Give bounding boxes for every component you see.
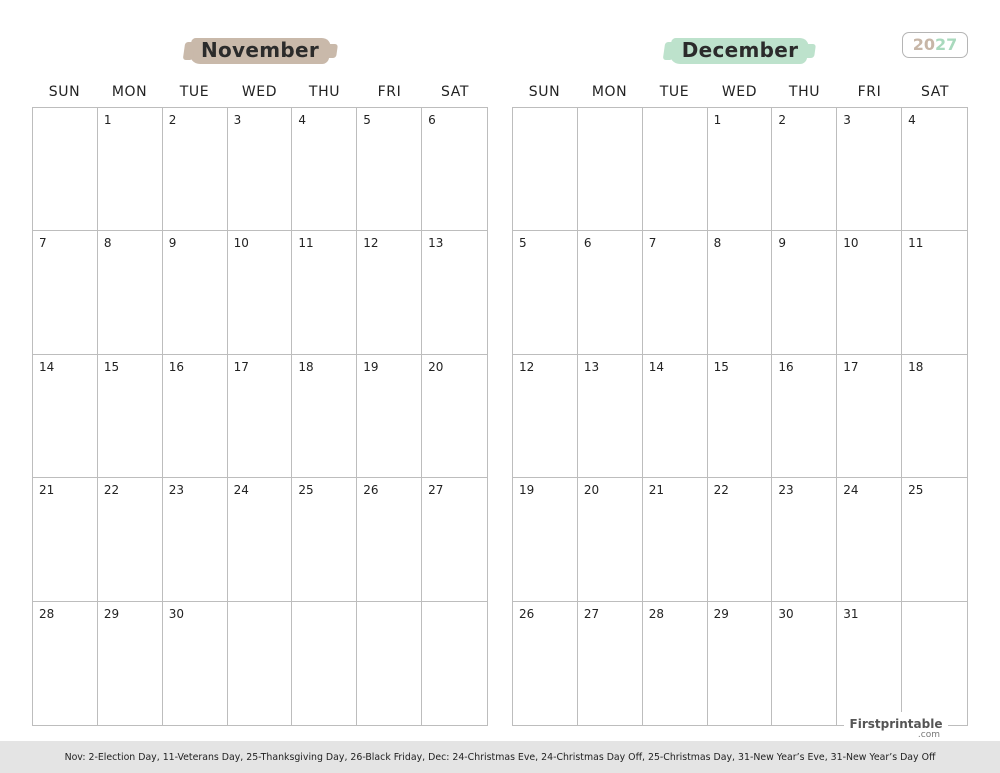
day-cell [98,602,163,725]
date-number: 14 [39,359,55,374]
day-cell [33,108,98,231]
date-number: 1 [713,113,722,127]
date-number: 8 [713,236,722,251]
date-number: 21 [39,483,55,498]
date-number: 23 [168,483,184,498]
day-cell [708,231,773,354]
date-number: 25 [908,483,924,498]
weekday-label: MON [591,84,628,100]
year-part: 20 [912,35,935,54]
date-number: 2 [168,113,177,127]
day-cell [422,108,487,231]
weekday-label: SAT [921,84,949,100]
day-cell [708,602,773,725]
day-cell [643,602,708,725]
day-cell [643,231,708,354]
day-cell [292,231,357,354]
date-number: 16 [778,359,794,374]
day-cell [292,108,357,231]
day-cell [513,602,578,725]
day-cell [228,602,293,725]
day-cell [98,231,163,354]
day-cell [643,355,708,478]
day-cell [228,108,293,231]
day-cell [422,602,487,725]
date-number: 13 [583,359,600,374]
date-number: 20 [583,483,600,498]
day-cell [98,108,163,231]
day-cell [837,602,902,725]
day-cell [228,355,293,478]
date-number: 18 [908,359,924,374]
date-number: 21 [648,483,664,498]
date-number: 8 [103,236,112,251]
date-number: 30 [778,606,794,621]
logo-domain: .com [917,730,940,740]
day-cell [357,602,422,725]
day-cell [643,478,708,601]
date-number: 19 [519,483,535,498]
day-cell [643,108,708,231]
weekday-label: SAT [441,84,469,100]
date-number: 13 [428,236,444,251]
day-cell [33,602,98,725]
day-cell [228,231,293,354]
day-cell [772,355,837,478]
date-number: 24 [233,483,249,498]
day-cell [357,355,422,478]
day-cell [33,355,98,478]
date-number: 17 [843,359,859,374]
day-cell [772,231,837,354]
date-number: 3 [233,113,242,127]
day-cell [837,108,902,231]
weekday-header [32,84,488,100]
date-number: 15 [103,359,120,374]
logo-wordmark: Firstprintable [849,717,943,731]
date-number: 26 [519,606,535,621]
day-cell [772,602,837,725]
day-cell [708,355,773,478]
date-number: 11 [908,236,924,251]
date-number: 9 [168,236,177,251]
day-cell [292,602,357,725]
day-cell [902,108,967,231]
day-cell [837,355,902,478]
day-cell [513,478,578,601]
day-cell [33,478,98,601]
date-number: 10 [843,236,859,251]
holiday-list: Nov: 2-Election Day, 11-Veterans Day, 25-Thanksgiving Day, 26-Black Friday, Dec: 24-Christmas Eve, 24-Christmas Day Off, 25-Christmas Day, 31-New Year’s Eve, 31-New Year’s Day Off [64,751,936,763]
date-number: 10 [233,236,249,251]
date-number: 2 [778,113,787,127]
weekday-label: FRI [377,84,402,100]
date-number: 17 [233,359,249,374]
date-number: 28 [648,606,664,621]
day-cell [578,478,643,601]
weekday-label: TUE [659,84,690,100]
date-number: 19 [363,359,379,374]
day-cell [708,478,773,601]
date-number: 29 [103,606,120,621]
date-number: 12 [363,236,379,251]
year-badge [902,32,968,58]
day-cell [513,231,578,354]
weekday-label: WED [241,84,278,100]
day-grid [32,107,488,726]
date-number: 5 [519,236,527,251]
weekday-label: THU [788,84,821,100]
day-cell [163,355,228,478]
day-cell [902,355,967,478]
day-cell [902,602,967,725]
date-number: 15 [713,359,729,374]
day-cell [163,478,228,601]
day-cell [33,231,98,354]
date-number: 28 [39,606,55,621]
date-number: 27 [428,483,444,498]
date-number: 14 [648,359,664,374]
weekday-label: TUE [179,84,210,100]
date-number: 9 [778,236,787,251]
date-number: 16 [168,359,184,374]
day-cell [163,108,228,231]
holiday-footer [0,741,1000,773]
year-part: 27 [935,35,958,54]
date-number: 22 [713,483,729,498]
day-cell [163,602,228,725]
day-cell [578,355,643,478]
date-number: 4 [908,113,916,127]
day-cell [902,231,967,354]
day-cell [292,478,357,601]
date-number: 11 [298,236,314,251]
brand-logo [844,712,948,742]
weekday-label: SUN [528,84,561,100]
month-title: December [681,38,799,62]
day-cell [772,478,837,601]
date-number: 23 [778,483,794,498]
day-cell [578,602,643,725]
day-cell [422,478,487,601]
date-number: 7 [39,236,47,251]
date-number: 18 [298,359,314,374]
date-number: 5 [363,113,371,127]
day-cell [578,231,643,354]
date-number: 27 [583,606,600,621]
weekday-label: MON [111,84,148,100]
day-cell [837,478,902,601]
day-cell [513,355,578,478]
day-cell [578,108,643,231]
weekday-label: FRI [857,84,882,100]
date-number: 6 [583,236,592,251]
day-cell [357,108,422,231]
date-number: 25 [298,483,314,498]
date-number: 4 [298,113,307,127]
day-cell [708,108,773,231]
date-number: 7 [648,236,657,251]
date-number: 12 [519,359,535,374]
month-title: November [200,38,320,62]
day-cell [513,108,578,231]
day-cell [837,231,902,354]
day-cell [163,231,228,354]
weekday-label: SUN [48,84,81,100]
day-cell [422,355,487,478]
date-number: 6 [428,113,436,127]
weekday-header [512,84,968,100]
date-number: 24 [843,483,859,498]
day-grid [512,107,968,726]
november-title-banner [32,36,488,66]
date-number: 30 [168,606,184,621]
date-number: 3 [843,113,851,127]
day-cell [98,355,163,478]
day-cell [228,478,293,601]
december-title-banner [512,36,968,66]
day-cell [902,478,967,601]
date-number: 29 [713,606,729,621]
day-cell [422,231,487,354]
weekday-label: WED [721,84,758,100]
date-number: 26 [363,483,379,498]
weekday-label: THU [308,84,341,100]
day-cell [357,231,422,354]
day-cell [98,478,163,601]
date-number: 20 [428,359,444,374]
day-cell [357,478,422,601]
date-number: 31 [843,606,859,621]
date-number: 22 [103,483,120,498]
date-number: 1 [103,113,112,127]
day-cell [292,355,357,478]
day-cell [772,108,837,231]
